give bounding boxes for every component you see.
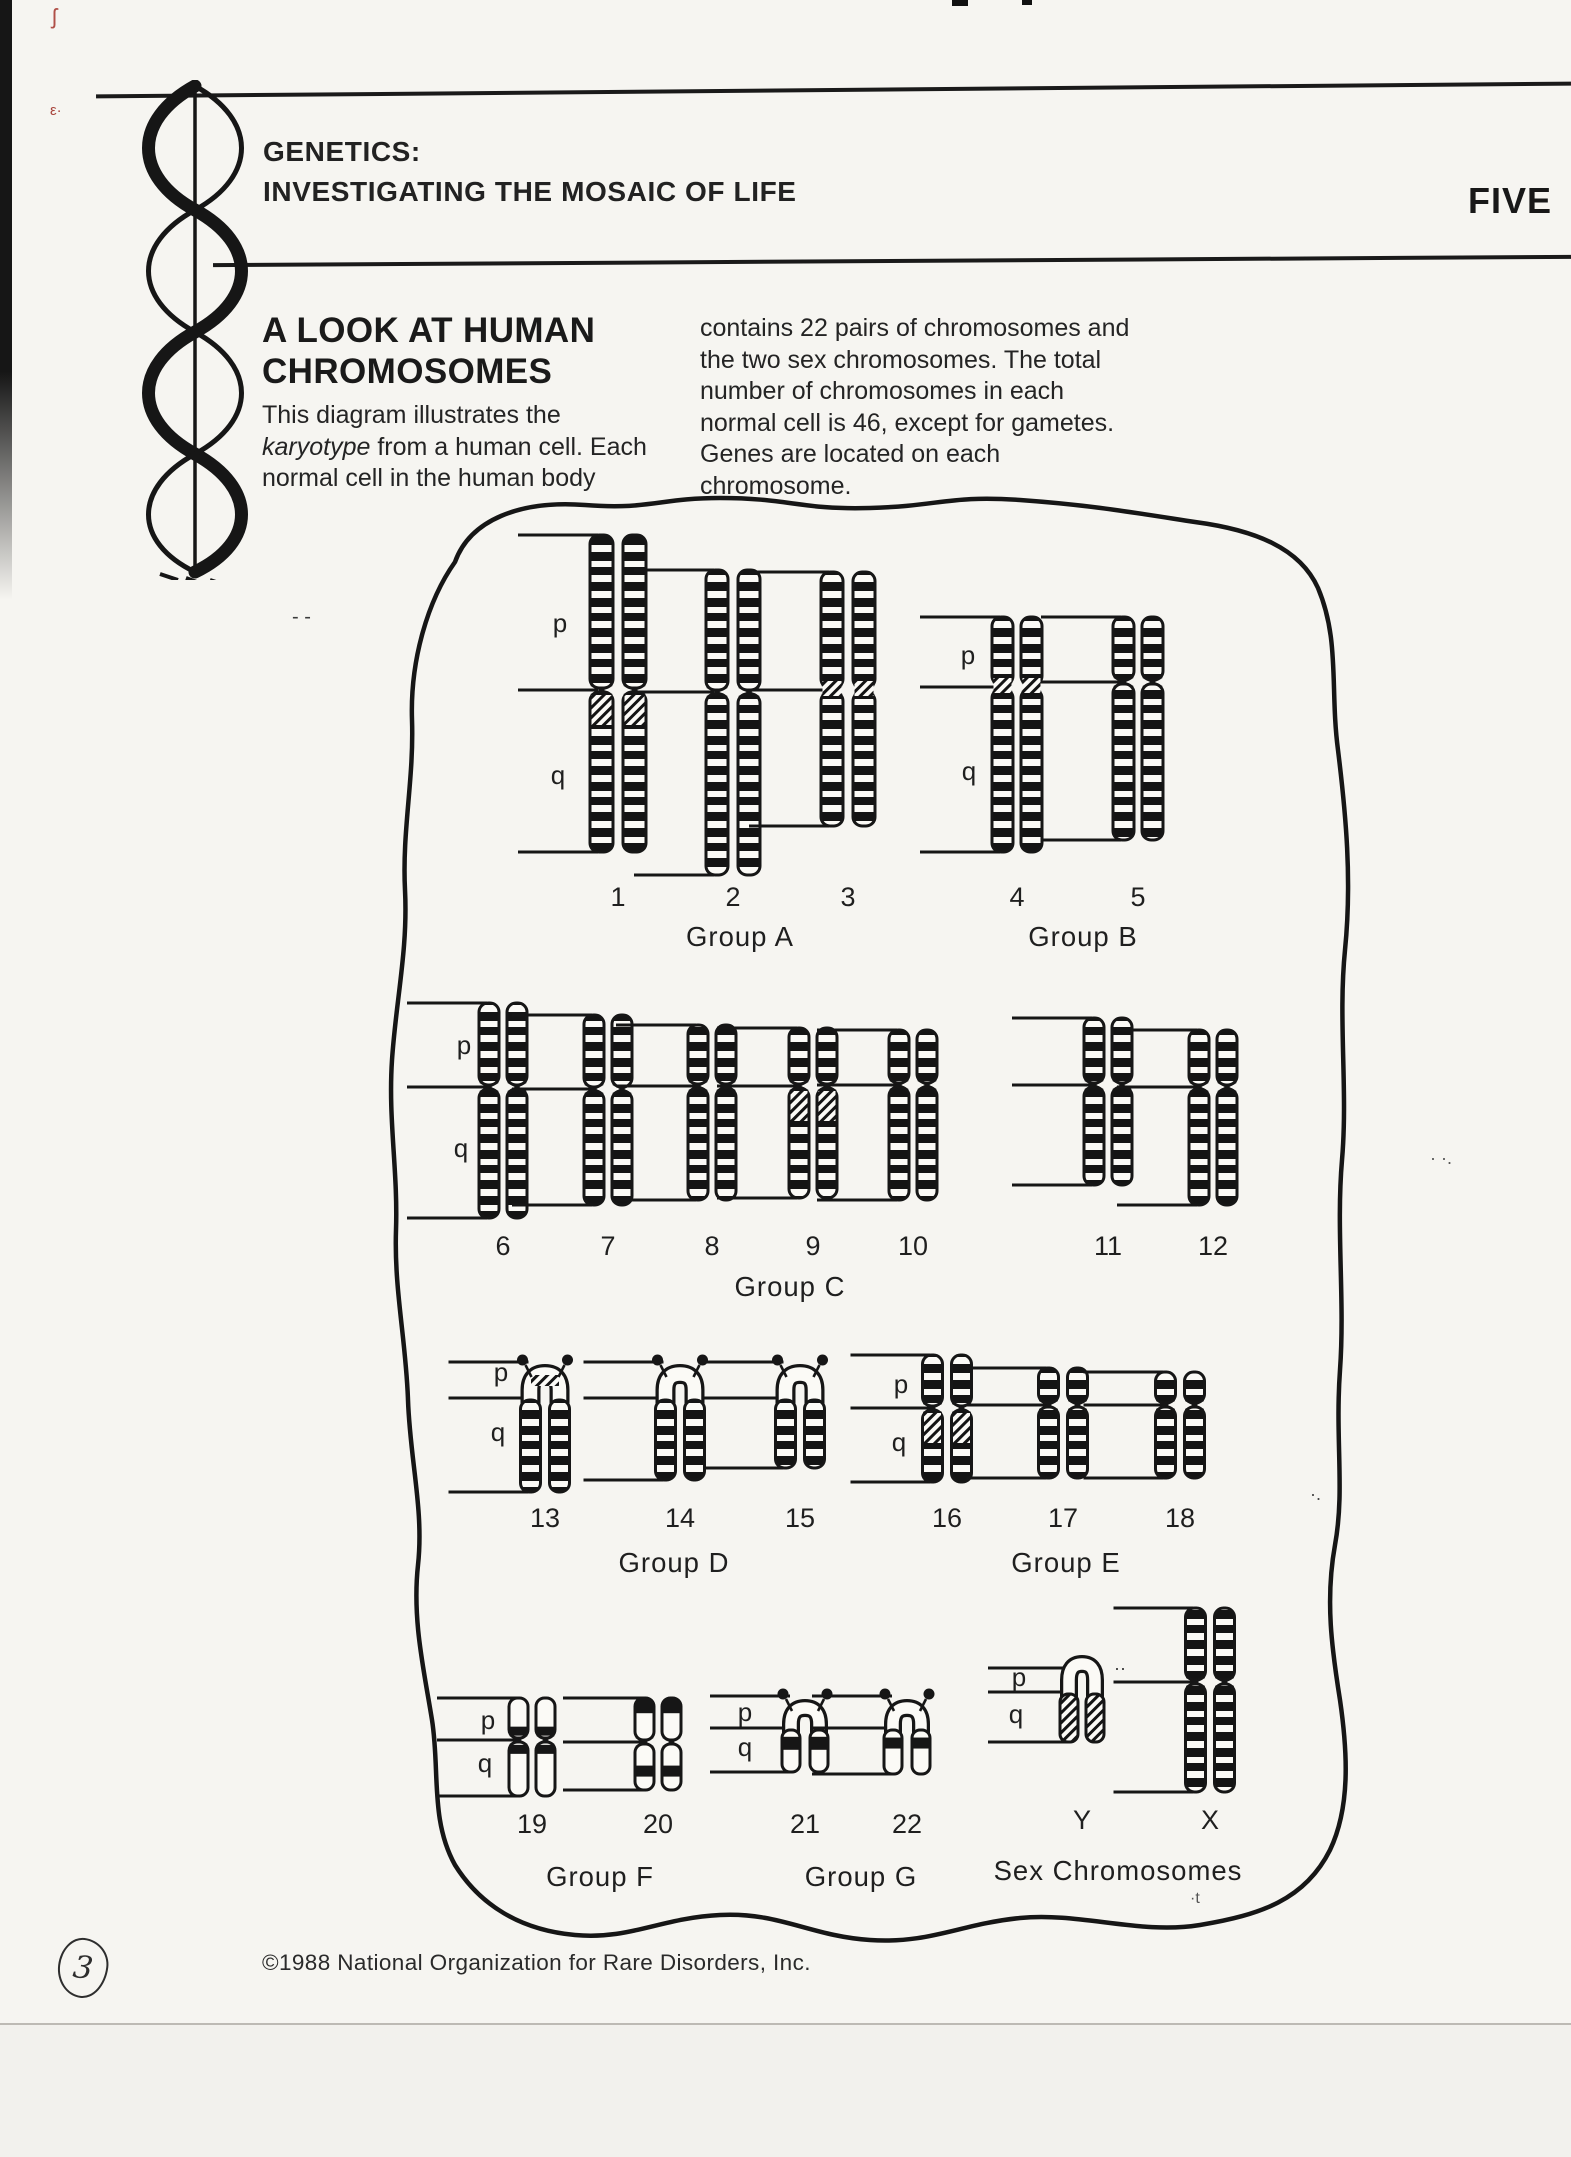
p-arm — [1039, 1368, 1059, 1403]
intro-left-pre: This diagram illustrates the — [262, 401, 561, 429]
satellite-knob — [772, 1355, 783, 1366]
q-arm — [1217, 1089, 1237, 1205]
chromosome-number-label: 22 — [891, 1809, 923, 1839]
solid-band — [538, 1745, 554, 1754]
chromosome-number-label: X — [1200, 1805, 1220, 1835]
centromere-hatch-band — [994, 678, 1012, 693]
q-arm — [1021, 689, 1042, 852]
scan-artifact-mark: ·t — [1190, 1890, 1200, 1907]
q-arm — [656, 1400, 676, 1480]
q-arm — [1060, 1694, 1078, 1742]
arm-letter-p: p — [552, 608, 568, 638]
chromosome-number-label: Y — [1072, 1805, 1092, 1835]
arm-letter-q: q — [737, 1732, 753, 1762]
q-top-hatch-band — [953, 1413, 970, 1443]
group-label: Group A — [686, 921, 794, 952]
group-label: Group D — [618, 1547, 730, 1578]
p-arm — [688, 1025, 708, 1084]
q-arm — [688, 1088, 708, 1200]
p-arm — [1189, 1030, 1209, 1085]
q-arm — [1189, 1089, 1209, 1205]
p-arm — [1186, 1608, 1206, 1680]
solid-band — [812, 1737, 827, 1750]
chromosome-pair-2 — [634, 570, 760, 912]
chromosome-pair-21 — [710, 1689, 833, 1840]
p-arm — [952, 1355, 972, 1406]
chromosome-number-label: 9 — [805, 1231, 821, 1261]
chromosome-pair-18 — [1084, 1372, 1205, 1533]
p-arm — [716, 1025, 736, 1084]
p-arm — [889, 1030, 909, 1083]
chromosome-number-label: 20 — [642, 1809, 674, 1839]
q-arm — [1039, 1407, 1059, 1478]
q-top-hatch-band — [924, 1413, 941, 1443]
q-arm — [917, 1087, 937, 1200]
chromosome-number-label: 12 — [1197, 1231, 1229, 1261]
q-top-hatch-band — [819, 1091, 836, 1121]
q-arm — [821, 692, 843, 826]
p-arm — [821, 572, 843, 688]
q-arm — [521, 1400, 541, 1492]
q-arm — [1215, 1684, 1235, 1792]
arm-letter-q: q — [961, 756, 977, 786]
q-top-hatch-band — [625, 695, 645, 725]
p-arm — [1215, 1608, 1235, 1680]
q-arm — [1156, 1407, 1176, 1478]
chromosome-pair-Y — [988, 1664, 1104, 1835]
q-arm — [1113, 684, 1134, 840]
q-arm — [1112, 1087, 1132, 1185]
group-label: Group C — [734, 1271, 846, 1302]
chromosome-pair-19 — [437, 1698, 555, 1839]
group-label: Sex Chromosomes — [993, 1855, 1243, 1886]
p-arm — [817, 1028, 837, 1084]
p-arm — [623, 535, 646, 688]
article-title-line2: CHROMOSOMES — [262, 352, 553, 391]
solid-band — [664, 1766, 680, 1777]
arm-letter-q: q — [1008, 1699, 1024, 1729]
intro-paragraph-right: contains 22 pairs of chromosomes and the two sex chromosomes. The total number of chromosomes in each normal cell is 46, except for gametes. Genes are located on each chromosome. — [700, 314, 1130, 500]
arm-letter-q: q — [490, 1417, 506, 1447]
arm-letter-p: p — [737, 1697, 753, 1727]
arm-letter-q: q — [477, 1748, 493, 1778]
q-arm — [612, 1091, 632, 1205]
group-label: Group G — [804, 1861, 918, 1892]
chromosome-pair-7 — [512, 1015, 632, 1261]
solid-band — [637, 1766, 653, 1777]
copyright-line: ©1988 National Organization for Rare Disorders, Inc. — [262, 1950, 811, 1975]
satellite-knob — [924, 1689, 935, 1700]
solid-band — [511, 1727, 527, 1736]
chromosome-pair-4 — [920, 617, 1042, 912]
q-arm — [782, 1730, 800, 1772]
p-arm — [706, 570, 728, 690]
p-arm — [1142, 617, 1163, 680]
centromere-hatch-band — [855, 681, 874, 696]
intro-left-italic-term: karyotype — [262, 432, 371, 461]
q-arm — [992, 689, 1013, 852]
chromosome-number-label: 15 — [784, 1503, 816, 1533]
q-arm — [912, 1730, 930, 1774]
chromosome-number-label: 7 — [600, 1231, 616, 1261]
q-arm — [1068, 1407, 1088, 1478]
solid-band — [784, 1737, 799, 1750]
p-arm — [1021, 617, 1042, 685]
satellite-knob — [697, 1355, 708, 1366]
solid-band — [538, 1727, 554, 1736]
group-label: Group F — [546, 1861, 654, 1892]
chromosome-number-label: 3 — [840, 882, 856, 912]
q-arm — [1142, 684, 1163, 840]
q-arm — [853, 692, 875, 826]
chromosome-pair-14 — [584, 1355, 709, 1534]
scan-artifact-mark: ʃ — [52, 4, 57, 29]
arm-letter-p: p — [893, 1369, 909, 1399]
header-kicker-line2: INVESTIGATING THE MOSAIC OF LIFE — [263, 176, 797, 207]
arm-letter-p: p — [493, 1357, 509, 1387]
q-arm — [1086, 1694, 1104, 1742]
scan-artifact-mark: ·. — [1310, 1484, 1321, 1504]
q-arm — [507, 1089, 527, 1218]
chromosome-pair-3 — [749, 572, 875, 912]
chromosome-number-label: 10 — [897, 1231, 929, 1261]
p-arm — [1185, 1372, 1205, 1403]
satellite-knob — [652, 1355, 663, 1366]
q-arm — [738, 694, 760, 875]
chromosome-number-label: 2 — [725, 882, 741, 912]
q-arm — [889, 1087, 909, 1200]
p-arm — [789, 1028, 809, 1084]
q-top-hatch-band — [791, 1091, 808, 1121]
chromosome-number-label: 14 — [664, 1503, 696, 1533]
q-arm — [776, 1400, 796, 1468]
q-arm — [1084, 1087, 1104, 1185]
q-arm — [584, 1091, 604, 1205]
solid-band — [664, 1699, 680, 1713]
arm-letter-p: p — [960, 640, 976, 670]
p-arm — [738, 570, 760, 690]
q-top-hatch-band — [592, 695, 612, 725]
chromosome-pair-5 — [1041, 617, 1163, 912]
arm-letter-p: p — [480, 1705, 496, 1735]
solid-band — [914, 1738, 929, 1749]
scan-artifact-mark: · ·. — [1430, 1148, 1452, 1168]
chromosome-number-label: 8 — [704, 1231, 720, 1261]
q-arm — [716, 1088, 736, 1200]
arm-letter-q: q — [891, 1427, 907, 1457]
arm-letter-q: q — [453, 1133, 469, 1163]
chromosome-pair-22 — [812, 1689, 935, 1840]
arm-letter-p: p — [1011, 1662, 1027, 1692]
chromosome-number-label: 6 — [495, 1231, 511, 1261]
chromosome-pair-8 — [616, 1025, 736, 1261]
chromosome-number-label: 11 — [1093, 1231, 1123, 1261]
article-title-line1: A LOOK AT HUMAN — [262, 311, 596, 350]
p-arm — [590, 535, 613, 688]
chromosome-number-label: 4 — [1009, 882, 1025, 912]
chromosome-pair-1 — [518, 535, 646, 912]
chromosome-pair-17 — [967, 1368, 1088, 1533]
p-arm — [992, 617, 1013, 685]
arch-hatch-band — [531, 1375, 559, 1386]
chromosome-pair-16 — [851, 1355, 972, 1533]
q-arm — [884, 1730, 902, 1774]
p-arm — [1217, 1030, 1237, 1085]
chromosome-pair-15 — [704, 1355, 829, 1534]
q-arm — [479, 1089, 499, 1218]
scan-bottom-margin — [0, 2025, 1571, 2157]
satellite-knob — [822, 1689, 833, 1700]
scan-artifact-mark: - - — [292, 606, 311, 628]
chromosome-pair-13 — [449, 1355, 574, 1534]
satellite-knob — [562, 1355, 573, 1366]
q-arm — [550, 1400, 570, 1492]
centromere-hatch-band — [1023, 678, 1041, 693]
p-arm — [584, 1015, 604, 1087]
p-arm — [479, 1003, 499, 1085]
p-arm — [1113, 617, 1134, 680]
p-arm — [923, 1355, 943, 1406]
satellite-knob — [817, 1355, 828, 1366]
scan-artifact-mark: ε· — [50, 102, 62, 119]
scan-artifact-mark: ·· — [1114, 1658, 1126, 1678]
chromosome-number-label: 1 — [610, 882, 626, 912]
chromosome-number-label: 13 — [529, 1503, 561, 1533]
q-arm — [685, 1400, 705, 1480]
page-number-label: FIVE — [1468, 180, 1553, 221]
satellite-knob — [517, 1355, 528, 1366]
solid-band — [886, 1738, 901, 1749]
chromosome-number-label: 17 — [1047, 1503, 1079, 1533]
chromosome-number-label: 5 — [1130, 882, 1146, 912]
chromosome-pair-X — [1114, 1608, 1235, 1835]
p-arm — [1112, 1018, 1132, 1083]
chromosome-number-label: 19 — [516, 1809, 548, 1839]
intro-left-post: from a human cell. Each normal cell in the human body — [262, 432, 647, 492]
p-arm — [1084, 1018, 1104, 1083]
q-arm — [805, 1400, 825, 1468]
chromosome-pair-20 — [563, 1698, 681, 1839]
solid-band — [511, 1745, 527, 1754]
q-arm — [1185, 1407, 1205, 1478]
p-arm — [917, 1030, 937, 1083]
arm-letter-q: q — [550, 760, 566, 790]
q-arm — [1186, 1684, 1206, 1792]
chromosome-number-label: 21 — [789, 1809, 821, 1839]
chromosome-number-label: 16 — [931, 1503, 963, 1533]
chromosome-pair-11 — [1012, 1018, 1132, 1261]
chromosome-pair-12 — [1117, 1030, 1237, 1261]
p-arm — [1156, 1372, 1176, 1403]
centromere-hatch-band — [823, 681, 842, 696]
arm-letter-p: p — [456, 1030, 472, 1060]
chromosome-number-label: 18 — [1164, 1503, 1196, 1533]
group-label: Group E — [1011, 1547, 1121, 1578]
solid-band — [637, 1699, 653, 1713]
group-label: Group B — [1028, 921, 1138, 952]
q-arm — [706, 694, 728, 875]
q-arm — [810, 1730, 828, 1772]
satellite-knob — [778, 1689, 789, 1700]
satellite-knob — [880, 1689, 891, 1700]
header-kicker-line1: GENETICS: — [263, 136, 421, 167]
handwritten-page-number-value: 3 — [71, 1948, 95, 1988]
p-arm — [853, 572, 875, 688]
